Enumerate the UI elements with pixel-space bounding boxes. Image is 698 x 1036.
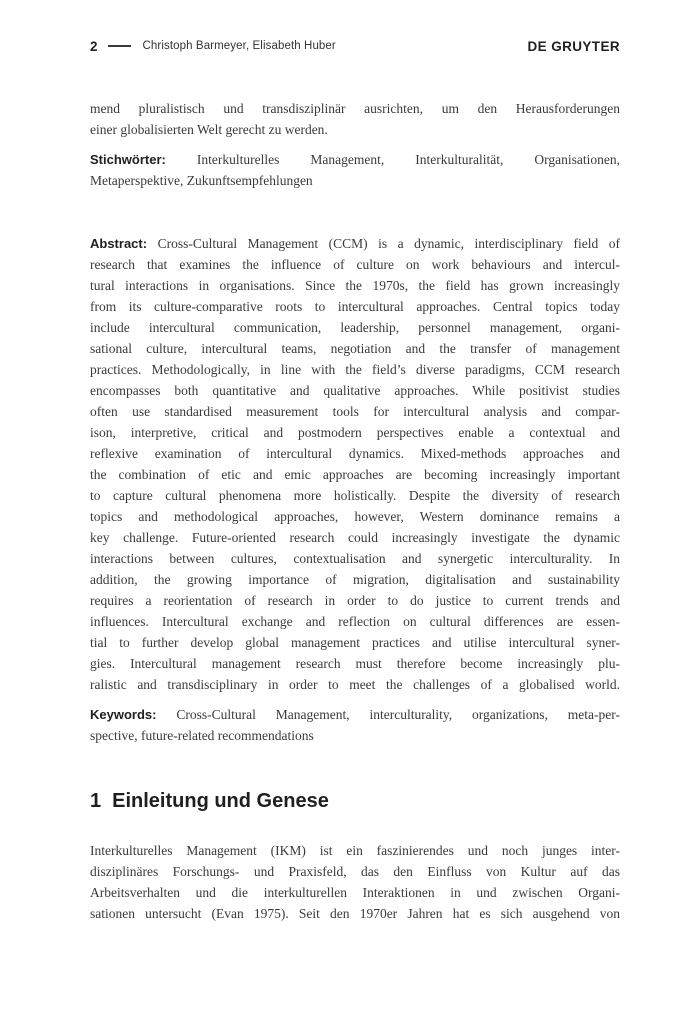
text-line: tial to further develop global management practices and utilise intercultural syner- bbox=[90, 635, 620, 650]
stichwoerter-first-line bbox=[90, 149, 620, 170]
text-line: sational culture, intercultural teams, negotiation and the transfer of management bbox=[90, 341, 620, 356]
text-line: addition, the growing importance of migration, digitalisation and sustainability bbox=[90, 572, 620, 587]
text-line: Interkulturelles Management (IKM) ist ein faszinierendes und noch junges inter- bbox=[90, 843, 620, 858]
text-line: ralistic and transdisciplinary in order to meet the challenges of a globalised world. bbox=[90, 677, 620, 692]
text-line: key challenge. Future-oriented research could increasingly investigate the dynamic bbox=[90, 530, 620, 545]
stichwoerter-text: Interkulturelles Management, Interkulturalität, Organisationen, bbox=[165, 152, 620, 167]
keywords-rest-lines bbox=[90, 725, 620, 746]
keywords-text: Cross-Cultural Management, interculturality, organizations, meta-per- bbox=[156, 707, 620, 722]
abstract-rest-lines bbox=[90, 254, 620, 695]
stichwoerter-rest-lines bbox=[90, 170, 620, 191]
abstract-paragraph bbox=[90, 233, 620, 695]
running-head-left bbox=[90, 39, 336, 54]
text-line: disziplinäres Forschungs- und Praxisfeld, das den Einfluss von Kultur auf das bbox=[90, 864, 620, 879]
text-line: from its culture-comparative roots to intercultural approaches. Central topics today bbox=[90, 299, 620, 314]
text-line: to capture cultural phenomena more holistically. Despite the diversity of research bbox=[90, 488, 620, 503]
text-line: Arbeitsverhalten und die interkulturellen Interaktionen in und zwischen Organi- bbox=[90, 885, 620, 900]
text-line: interactions between cultures, contextualisation and synergetic interculturality. In bbox=[90, 551, 620, 566]
stichwoerter-label: Stichwörter: bbox=[90, 152, 166, 167]
intro-continuation-paragraph bbox=[90, 98, 620, 140]
page-number: 2 bbox=[90, 38, 98, 54]
publisher-wordmark: DE GRUYTER bbox=[527, 38, 620, 54]
text-line: gies. Intercultural management research must therefore become increasingly plu- bbox=[90, 656, 620, 671]
section-number: 1 bbox=[90, 790, 102, 812]
text-line: Metaperspektive, Zukunftsempfehlungen bbox=[90, 173, 313, 188]
text-line: einer globalisierten Welt gerecht zu werden. bbox=[90, 122, 328, 137]
text-line: encompasses both quantitative and qualitative approaches. While positivist studies bbox=[90, 383, 620, 398]
abstract-first-line bbox=[90, 233, 620, 254]
abstract-text: Cross-Cultural Management (CCM) is a dynamic, interdisciplinary field of bbox=[147, 236, 620, 251]
text-line: research that examines the influence of culture on work behaviours and intercul- bbox=[90, 257, 620, 272]
section-title: Einleitung und Genese bbox=[112, 790, 329, 812]
section-body-paragraph bbox=[90, 840, 620, 924]
text-line: practices. Methodologically, in line with the field’s diverse paradigms, CCM research bbox=[90, 362, 620, 377]
stichwoerter-paragraph bbox=[90, 149, 620, 191]
authors-names: Christoph Barmeyer, Elisabeth Huber bbox=[142, 40, 336, 52]
text-line: spective, future-related recommendations bbox=[90, 728, 314, 743]
text-line: influences. Intercultural exchange and reflection on cultural differences are essen- bbox=[90, 614, 620, 629]
text-line: reflexive examination of intercultural dynamics. Mixed-methods approaches and bbox=[90, 446, 620, 461]
section-heading bbox=[90, 788, 620, 814]
keywords-first-line bbox=[90, 704, 620, 725]
text-line: tural interactions in organisations. Since the 1970s, the field has grown increasingly bbox=[90, 278, 620, 293]
abstract-label: Abstract: bbox=[90, 236, 148, 251]
keywords-paragraph bbox=[90, 704, 620, 746]
running-header bbox=[90, 38, 620, 54]
text-line: often use standardised measurement tools for intercultural analysis and compar- bbox=[90, 404, 620, 419]
text-line: mend pluralistisch und transdisziplinär ausrichten, um den Herausforderungen bbox=[90, 101, 620, 116]
text-line: sationen untersucht (Evan 1975). Seit den 1970er Jahren hat es sich ausgehend von bbox=[90, 906, 620, 921]
header-dash-rule bbox=[108, 45, 131, 48]
text-line: the combination of etic and emic approaches are becoming increasingly important bbox=[90, 467, 620, 482]
keywords-label: Keywords: bbox=[90, 707, 157, 722]
text-line: include intercultural communication, leadership, personnel management, organi- bbox=[90, 320, 620, 335]
text-line: topics and methodological approaches, however, Western dominance remains a bbox=[90, 509, 620, 524]
text-line: ison, interpretive, critical and postmodern perspectives enable a contextual and bbox=[90, 425, 620, 440]
text-line: requires a reorientation of research in order to do justice to current trends and bbox=[90, 593, 620, 608]
